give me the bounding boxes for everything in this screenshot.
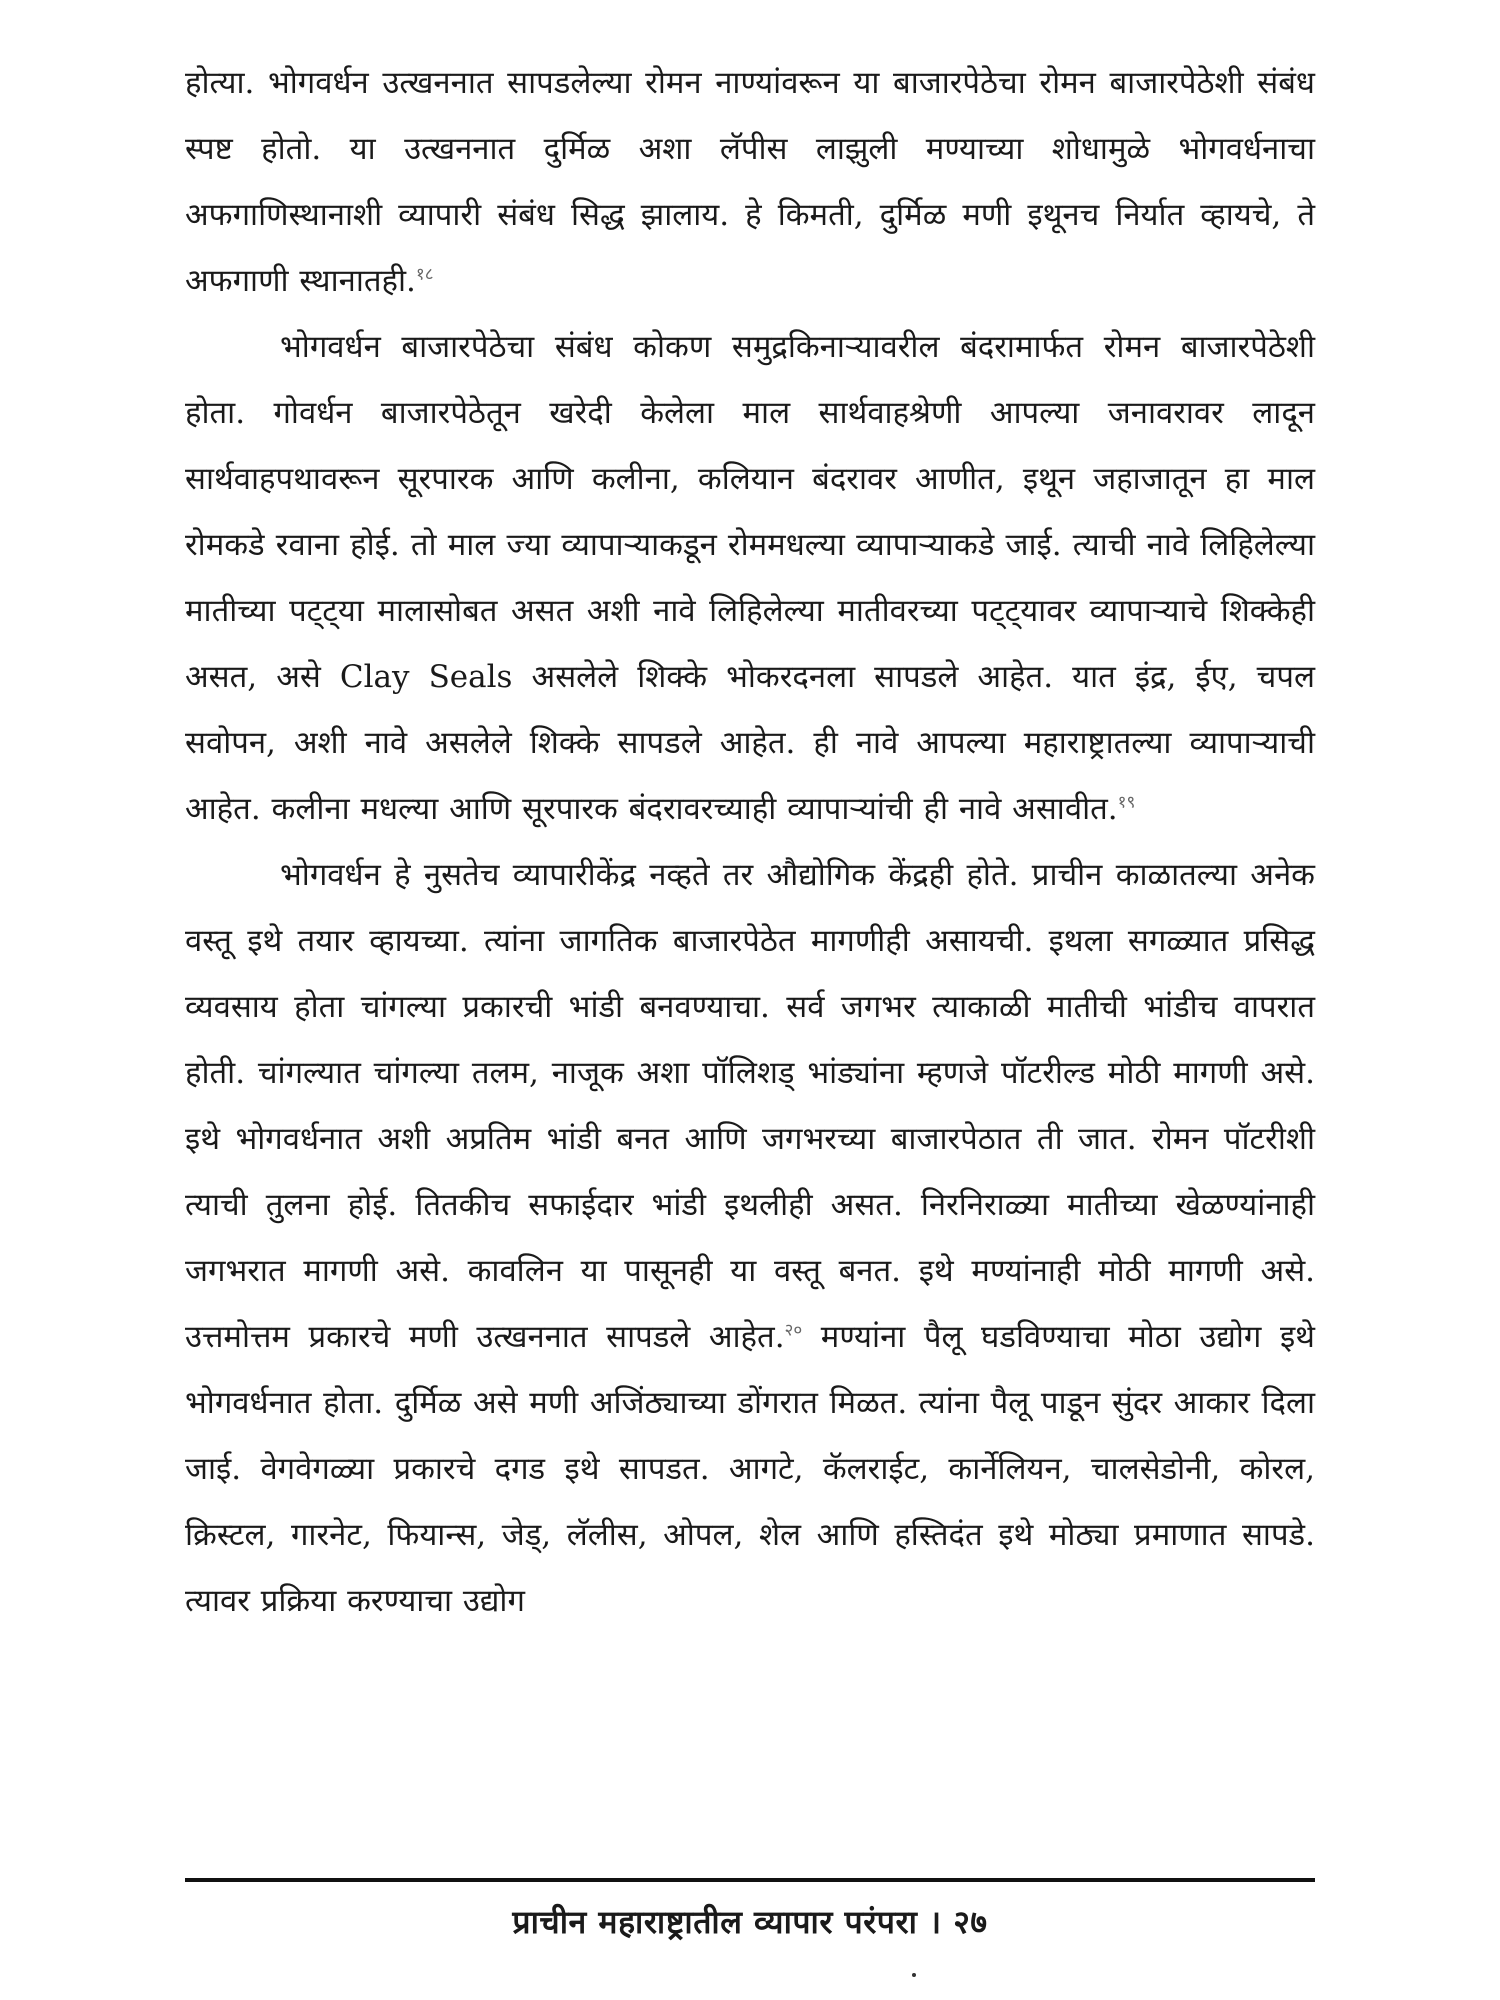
paragraph-3	[185, 842, 1315, 1634]
footer-separator: ।	[929, 1903, 942, 1941]
book-title: प्राचीन महाराष्ट्रातील व्यापार परंपरा	[512, 1903, 918, 1941]
paragraph-text: होत्या. भोगवर्धन उत्खननात सापडलेल्या रोमन नाण्यांवरून या बाजारपेठेचा रोमन बाजारपेठेशी संबंध स्पष्ट होतो. या उत्खननात दुर्मिळ अशा लॅपीस लाझुली मण्याच्या शोधामुळे भोगवर्धनाचा अफगाणिस्थानाशी व्यापारी संबंध सिद्ध झालाय. हे किमती, दुर्मिळ मणी इथूनच निर्यात व्हायचे, ते अफगाणी स्थानातही.	[185, 65, 1315, 299]
paragraph-1	[185, 50, 1315, 314]
footer-rule	[185, 1878, 1315, 1882]
page-number: २७	[953, 1903, 988, 1941]
footnote-ref: १९	[1117, 792, 1136, 813]
footnote-ref: २०	[784, 1320, 803, 1341]
page-body	[185, 50, 1315, 1634]
paragraph-text: भोगवर्धन बाजारपेठेचा संबंध कोकण समुद्रकिनाऱ्यावरील बंदरामार्फत रोमन बाजारपेठेशी होता. गोवर्धन बाजारपेठेतून खरेदी केलेला माल सार्थवाहश्रेणी आपल्या जनावरावर लादून सार्थवाहपथावरून सूरपारक आणि कलीना, कलियान बंदरावर आणीत, इथून जहाजातून हा माल रोमकडे रवाना होई. तो माल ज्या व्यापाऱ्याकडून रोममधल्या व्यापाऱ्याकडे जाई. त्याची नावे लिहिलेल्या मातीच्या पट्ट्या मालासोबत असत अशी नावे लिहिलेल्या मातीवरच्या पट्ट्यावर व्यापाऱ्याचे शिक्केही असत, असे Clay Seals असलेले शिक्के भोकरदनला सापडले आहेत. यात इंद्र, ईए, चपल सवोपन, अशी नावे असलेले शिक्के सापडले आहेत. ही नावे आपल्या महाराष्ट्रातल्या व्यापाऱ्याची आहेत. कलीना मधल्या आणि सूरपारक बंदरावरच्याही व्यापाऱ्यांची ही नावे असावीत.	[185, 329, 1315, 827]
paragraph-2	[185, 314, 1315, 842]
page-footer	[0, 1900, 1500, 1943]
footnote-ref: १८	[415, 264, 434, 285]
paragraph-text-continued: मण्यांना पैलू घडविण्याचा मोठा उद्योग इथे भोगवर्धनात होता. दुर्मिळ असे मणी अजिंठ्याच्या डोंगरात मिळत. त्यांना पैलू पाडून सुंदर आकार दिला जाई. वेगवेगळ्या प्रकारचे दगड इथे सापडत. आगटे, कॅलराईट, कार्नेलियन, चालसेडोनी, कोरल, क्रिस्टल, गारनेट, फियान्स, जेड्, लॅलीस, ओपल, शेल आणि हस्तिदंत इथे मोठ्या प्रमाणात सापडे. त्यावर प्रक्रिया करण्याचा उद्योग	[185, 1319, 1315, 1619]
paragraph-text: भोगवर्धन हे नुसतेच व्यापारीकेंद्र नव्हते तर औद्योगिक केंद्रही होते. प्राचीन काळातल्या अनेक वस्तू इथे तयार व्हायच्या. त्यांना जागतिक बाजारपेठेत मागणीही असायची. इथला सगळ्यात प्रसिद्ध व्यवसाय होता चांगल्या प्रकारची भांडी बनवण्याचा. सर्व जगभर त्याकाळी मातीची भांडीच वापरात होती. चांगल्यात चांगल्या तलम, नाजूक अशा पॉलिशड् भांड्यांना म्हणजे पॉटरील्ड मोठी मागणी असे. इथे भोगवर्धनात अशी अप्रतिम भांडी बनत आणि जगभरच्या बाजारपेठात ती जात. रोमन पॉटरीशी त्याची तुलना होई. तितकीच सफाईदार भांडी इथलीही असत. निरनिराळ्या मातीच्या खेळण्यांनाही जगभरात मागणी असे. कावलिन या पासूनही या वस्तू बनत. इथे मण्यांनाही मोठी मागणी असे. उत्तमोत्तम प्रकारचे मणी उत्खननात सापडले आहेत.	[185, 857, 1315, 1355]
print-speck	[912, 1973, 916, 1977]
